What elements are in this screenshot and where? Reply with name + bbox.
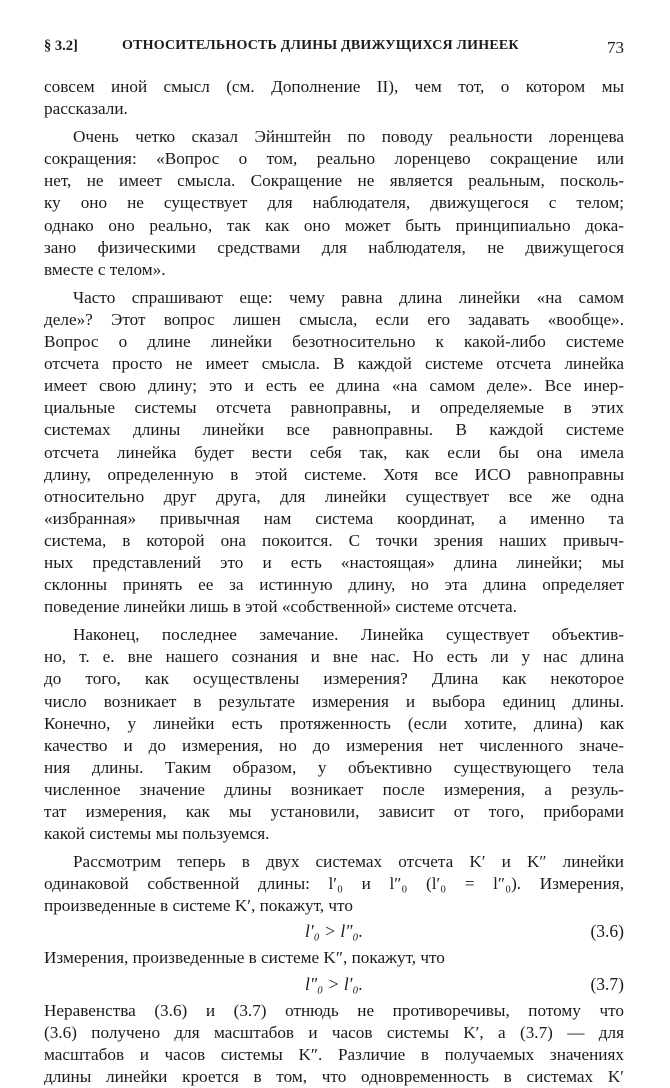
text-line: ния длины. Таким образом, у объективно существующего тела (44, 757, 624, 777)
text-line: сокращения: «Вопрос о том, реально лоренцево сокращение или (44, 149, 624, 169)
paragraph-final-remark (44, 624, 624, 845)
text-line: численное значение длины возникает после измерения, а резуль- (44, 779, 624, 799)
text-line: Вопрос о длине линейки безотносительно к какой-либо системе (44, 332, 624, 352)
text-line: Измерения, произведенные в системе K″, покажут, что (44, 948, 445, 968)
equation-3-7 (44, 970, 624, 1000)
text-line: длины линейки кроется в том, что одновременность в системах K′ (44, 1066, 624, 1086)
text-line: поведение линейки лишь в этой «собственной» системе отсчета. (44, 597, 517, 617)
text-line: деле»? Этот вопрос лишен смысла, если его задавать «вообще». (44, 309, 624, 329)
text-line: «избранная» привычная нам система координат, а именно та (44, 508, 624, 528)
text-line: Неравенства (3.6) и (3.7) отнюдь не противоречивы, потому что (44, 1000, 624, 1020)
text-line: ных представлений это и есть «настоящая» длина линейки; мы (44, 552, 624, 572)
paragraph-inequalities (44, 1000, 624, 1088)
text-line: нет, не имеет смысла. Сокращение не является реальным, посколь- (44, 171, 624, 191)
text-line: одинаковой собственной длины: l′₀ и l″₀ (l′₀ = l″₀). Измерения, (44, 874, 624, 894)
text-line: произведенные в системе K′, покажут, что (44, 896, 353, 916)
text-line: циальные системы отсчета равноправны, и определяемые в этих (44, 398, 624, 418)
running-title: ОТНОСИТЕЛЬНОСТЬ ДЛИНЫ ДВИЖУЩИХСЯ ЛИНЕЕК (122, 38, 519, 53)
text-line: вместе с телом». (44, 259, 166, 279)
text-line: Часто спрашивают еще: чему равна длина линейки «на самом (73, 287, 624, 307)
text-line: но, т. е. вне нашего сознания и вне нас. Но есть ли у нас длина (44, 647, 624, 667)
equation-number: (3.7) (590, 973, 624, 994)
text-line: число возникает в результате измерения и выбора единиц длины. (44, 691, 624, 711)
text-line: Конечно, у линейки есть протяженность (если хотите, длина) как (44, 713, 624, 733)
paragraph-two-systems (44, 851, 624, 917)
text-line: (3.6) получено для масштабов и часов системы K′, а (3.7) — для (44, 1022, 624, 1042)
paragraph-einstein-quote (44, 126, 624, 281)
text-line: Очень четко сказал Эйнштейн по поводу реальности лоренцева (73, 127, 624, 147)
text-line: Наконец, последнее замечание. Линейка существует объектив- (73, 625, 624, 645)
text-line: рассказали. (44, 99, 128, 119)
text-line: до того, как осуществлены измерения? Длина как некоторое (44, 669, 624, 689)
text-line: качество и до измерения, но до измерения нет численного значе- (44, 735, 624, 755)
text-line: склонны принять ее за истинную длину, но эта длина определяет (44, 575, 624, 595)
paragraph-measurements-k2 (44, 947, 624, 969)
page-number: 73 (607, 38, 624, 57)
text-line: однако оно реально, так как оно может быть принципиально дока- (44, 215, 624, 235)
equation-number: (3.6) (590, 921, 624, 942)
section-reference: § 3.2] (44, 38, 78, 54)
text-line: относительно друг друга, для линейки существует все же одна (44, 486, 624, 506)
text-line: имеет свою длину; это и есть ее длина «на самом деле». Все инер- (44, 376, 624, 396)
text-line: система, в которой она покоится. С точки зрения наших привыч- (44, 530, 624, 550)
paragraph-continuation (44, 76, 624, 120)
page-body (44, 76, 624, 1088)
text-line: ку оно не существует для наблюдателя, движущегося с телом; (44, 193, 624, 213)
text-line: длину, определенную в этой системе. Хотя все ИСО равноправны (44, 464, 624, 484)
equation-expression: l′₀ > l″₀. (305, 921, 363, 942)
text-line: зано физическими средствами для наблюдателя, не движущегося (44, 237, 624, 257)
text-line: совсем иной смысл (см. Дополнение II), чем тот, о котором мы (44, 77, 624, 96)
text-line: масштабов и часов системы K″. Различие в получаемых значениях (44, 1044, 624, 1064)
text-line: тат измерения, как мы установили, зависит от того, приборами (44, 802, 624, 821)
running-header (44, 38, 624, 60)
text-line: отсчета линейка будет вести себя так, как если бы она имела (44, 442, 624, 462)
text-line: отсчета просто не имеет смысла. В каждой системе отсчета линейка (44, 354, 624, 374)
text-line: какой системы мы пользуемся. (44, 824, 270, 844)
text-line: системах длины линейки все равноправны. В каждой системе (44, 420, 624, 440)
text-line: Рассмотрим теперь в двух системах отсчета K′ и K″ линейки (73, 852, 624, 872)
equation-3-6 (44, 917, 624, 947)
paragraph-true-length (44, 287, 624, 618)
equation-expression: l″₀ > l′₀. (305, 973, 363, 994)
